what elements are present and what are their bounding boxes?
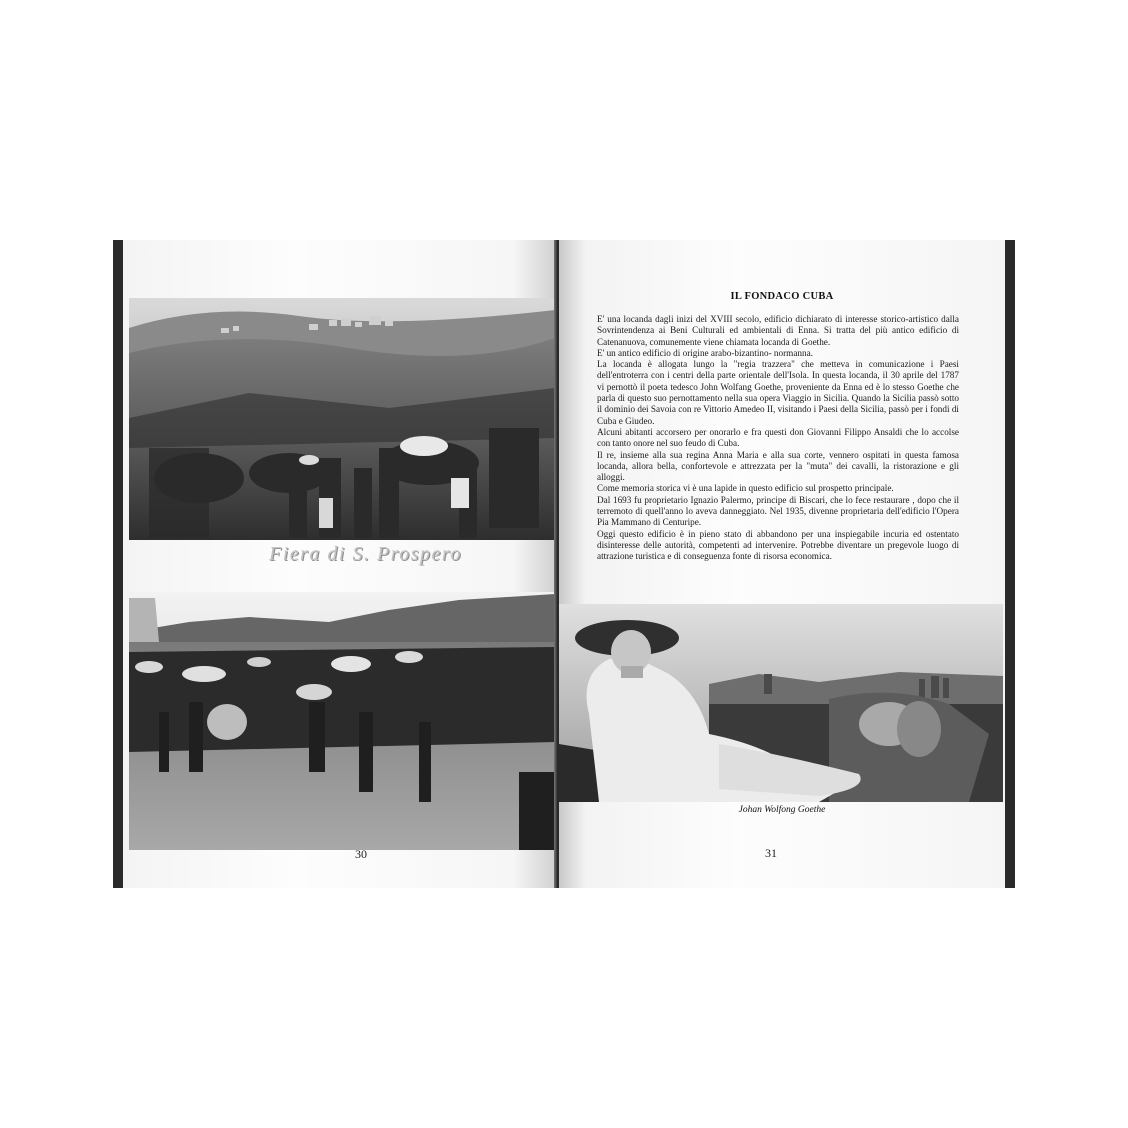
fair-photo-top [129, 298, 555, 540]
paragraph: E' una locanda dagli inizi del XVIII secolo, edificio dichiarato di interesse storico-artistico dalla Sovrintendenza ai Beni Culturali ed ambientali di Enna. Si tratta del più antico edificio di Catenanuova, comunemente viene chiamata locanda di Goethe. [597, 314, 959, 347]
body-text [597, 314, 959, 563]
goethe-painting [559, 604, 1003, 802]
paragraph: Oggi questo edificio è in pieno stato di abbandono per una inspiegabile incuria ed ostentato disinteresse delle autorità, competenti ad intervenire. Potrebbe diventare un pregevole luogo di attrazione turistica e di conseguenza fonte di risorsa economica. [597, 528, 959, 562]
book-spread [113, 240, 1015, 888]
paragraph: Il re, insieme alla sua regina Anna Maria e alla sua corte, vennero ospitati in questa famosa locanda, allora bella, confortevole e attrezzata per la "muta" dei cavalli, la ristorazione e gli alloggi. [597, 449, 959, 483]
left-page [123, 240, 557, 888]
painting-caption: Johan Wolfong Goethe [738, 805, 826, 815]
page-number-right: 31 [765, 846, 777, 860]
paragraph: La locanda è allogata lungo la "regia trazzera" che metteva in comunicazione i Paesi dell'entroterra con i centri della parte orientale dell'Isola. In questa locanda, il 30 aprile del 1787 vi pernottò il poeta tedesco John Wolfang Goethe, proveniente da Enna ed è lo stesso Goethe che parla di questo suo pernottamento nella sua opera Viaggio in Sicilia. Quando la Sicilia passò sotto il dominio dei Savoia con re Vittorio Amedeo II, visitando i Paesi della Sicilia, passò per i fondi di Cuba e Giudeo. [597, 359, 959, 426]
paragraph: E' un antico edificio di origine arabo-bizantino- normanna. [597, 347, 813, 358]
paragraph: Come memoria storica vi è una lapide in questo edificio sul prospetto principale. [597, 483, 894, 494]
paragraph: Dal 1693 fu proprietario Ignazio Palermo, principe di Biscari, che lo fece restaurare , dopo che il terremoto di quell'anno lo aveva danneggiato. Nel 1935, divenne proprietaria dell'edificio l'Opera Pia Mammano di Centuripe. [597, 494, 959, 528]
page-number-left: 30 [355, 847, 367, 861]
fair-photo-bottom [129, 592, 555, 850]
photo-caption: Fiera di S. Prospero [269, 543, 462, 565]
paragraph: Alcuni abitanti accorsero per onorarlo e fra questi don Giovanni Filippo Ansaldi che lo accolse con tanto onore nel suo feudo di Cuba. [597, 426, 959, 449]
chapter-title: IL FONDACO CUBA [730, 291, 834, 302]
right-page [559, 240, 1005, 888]
